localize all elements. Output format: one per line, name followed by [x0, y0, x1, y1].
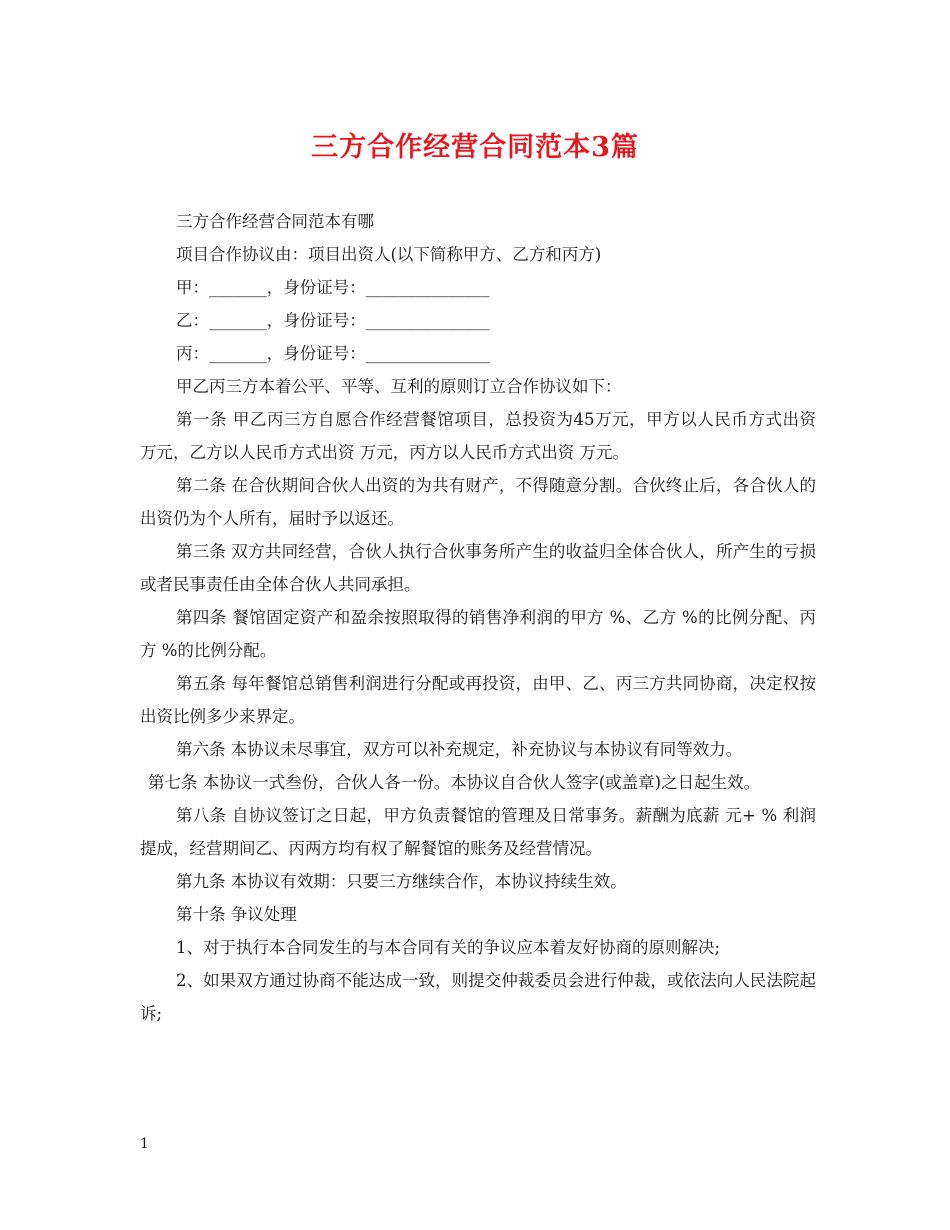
paragraph: 第八条 自协议签订之日起，甲方负责餐馆的管理及日常事务。薪酬为底薪 元+ % 利润提成，经营期间乙、丙两方均有权了解餐馆的账务及经营情况。: [140, 806, 816, 858]
paragraph: 甲：_______，身份证号：_______________: [176, 278, 490, 297]
paragraph: 第二条 在合伙期间合伙人出资的为共有财产，不得随意分割。合伙终止后，各合伙人的出资仍为个人所有，届时予以返还。: [140, 476, 816, 528]
paragraph: 第十条 争议处理: [176, 905, 297, 924]
paragraph: 1、对于执行本合同发生的与本合同有关的争议应本着友好协商的原则解决;: [176, 938, 721, 957]
paragraph: 乙：_______，身份证号：_______________: [176, 311, 490, 330]
paragraph: 第九条 本协议有效期：只要三方继续合作，本协议持续生效。: [176, 872, 627, 891]
paragraph: 第一条 甲乙丙三方自愿合作经营餐馆项目，总投资为45万元，甲方以人民币方式出资 万元，乙方以人民币方式出资 万元，丙方以人民币方式出资 万元。: [140, 410, 816, 462]
paragraph: 项目合作协议由：项目出资人(以下简称甲方、乙方和丙方): [176, 245, 602, 264]
page-number: 1: [140, 1136, 149, 1152]
paragraph: 第三条 双方共同经营，合伙人执行合伙事务所产生的收益归全体合伙人，所产生的亏损或者民事责任由全体合伙人共同承担。: [140, 542, 816, 594]
paragraph: 三方合作经营合同范本有哪: [176, 212, 374, 231]
paragraph: 丙：_______，身份证号：_______________: [176, 344, 490, 363]
paragraph: 第五条 每年餐馆总销售利润进行分配或再投资，由甲、乙、丙三方共同协商，决定权按出资比例多少来界定。: [140, 674, 816, 726]
paragraph: 第四条 餐馆固定资产和盈余按照取得的销售净利润的甲方 %、乙方 %的比例分配、丙方 %的比例分配。: [140, 608, 816, 660]
paragraph: 甲乙丙三方本着公平、平等、互利的原则订立合作协议如下：: [176, 377, 622, 396]
document-title: 三方合作经营合同范本3篇: [311, 132, 639, 163]
document-body: [140, 205, 816, 1030]
paragraph: 2、如果双方通过协商不能达成一致，则提交仲裁委员会进行仲裁，或依法向人民法院起诉;: [140, 971, 816, 1023]
paragraph: 第六条 本协议未尽事宜，双方可以补充规定，补充协议与本协议有同等效力。: [176, 740, 743, 759]
paragraph: 第七条 本协议一式叁份，合伙人各一份。本协议自合伙人签字(或盖章)之日起生效。: [148, 773, 761, 792]
